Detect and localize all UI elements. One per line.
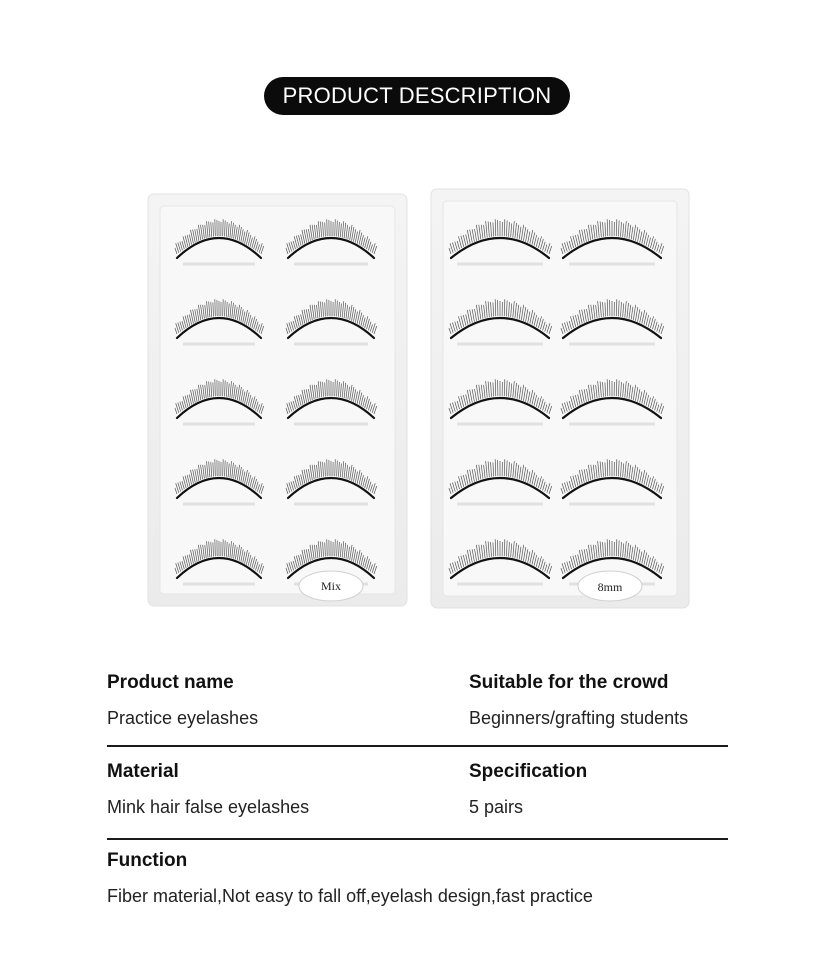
section-title-text: PRODUCT DESCRIPTION [282,83,552,108]
spec-title: Function [107,850,188,871]
spec-specification [469,761,587,818]
spec-value: Mink hair false eyelashes [107,797,310,817]
spec-value: 5 pairs [469,797,524,817]
spec-material [107,761,309,818]
tray-label-8mm: 8mm [597,580,623,594]
spec-title: Material [107,761,179,782]
tray-label-mix: Mix [320,579,342,593]
spec-function [107,850,593,907]
spec-value: Beginners/grafting students [469,708,689,728]
lash-tray-8mm [431,189,689,608]
spec-value: Fiber material,Not easy to fall off,eyelash design,fast practice [107,886,593,906]
divider [107,745,728,747]
spec-value: Practice eyelashes [107,708,259,728]
spec-title: Suitable for the crowd [469,672,669,693]
spec-product-name [107,672,258,729]
spec-crowd [469,672,688,729]
spec-title: Specification [469,761,588,782]
divider [107,838,728,840]
lash-tray-mix [148,194,407,606]
spec-title: Product name [107,672,234,693]
